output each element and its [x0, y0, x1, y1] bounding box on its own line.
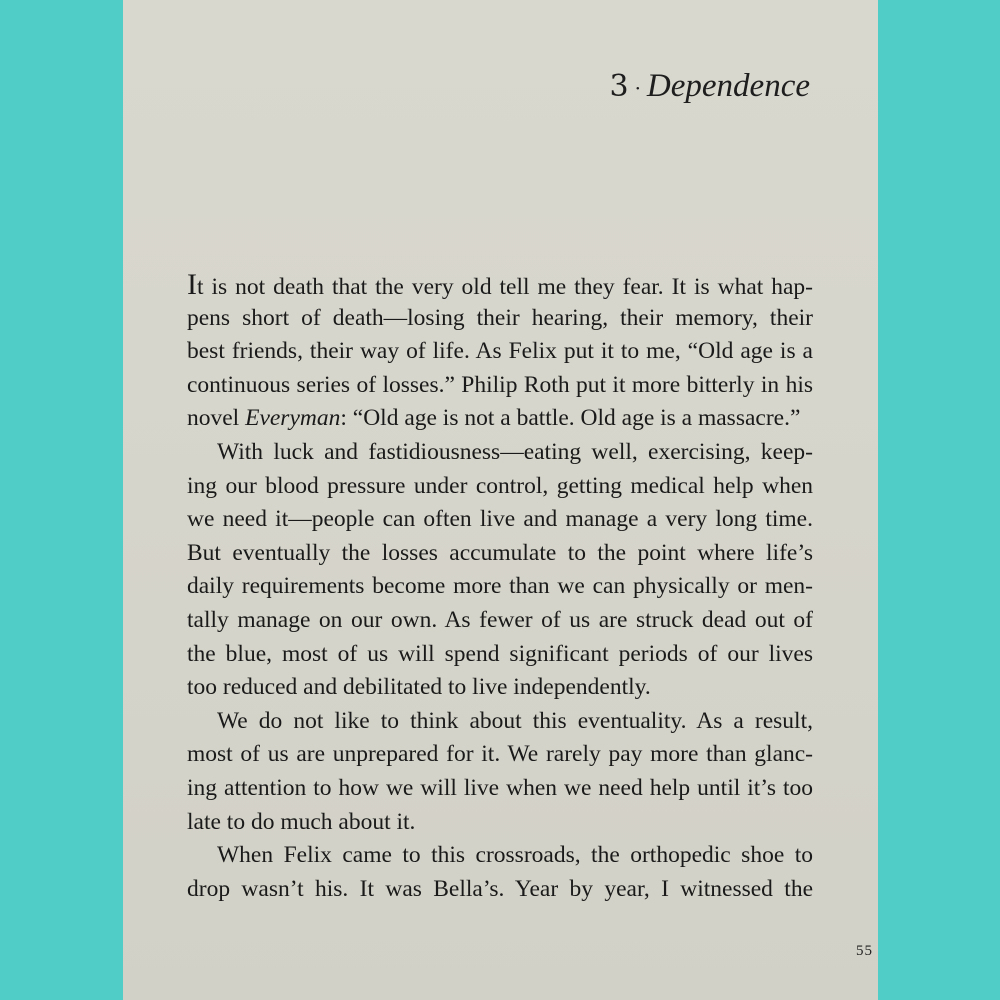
page-number: 55 — [856, 943, 873, 959]
text-line: It is not death that the very old tell me they fear. It is what hap- — [187, 268, 813, 301]
text-line: When Felix came to this crossroads, the orthopedic shoe to — [217, 842, 813, 869]
text-line: tally manage on our own. As fewer of us are struck dead out of — [187, 606, 813, 633]
chapter-heading — [609, 68, 810, 105]
text-line: pens short of death—losing their hearing, their memory, their — [187, 304, 813, 331]
text-line: we need it—people can often live and manage a very long time. — [187, 506, 813, 533]
chapter-title: Dependence — [646, 68, 810, 104]
text-line: the blue, most of us will spend significant periods of our lives — [187, 640, 813, 667]
text-line: novel Everyman: “Old age is not a battle. Old age is a massacre.” — [187, 405, 801, 432]
text-line: We do not like to think about this eventuality. As a result, — [217, 707, 813, 734]
chapter-number: 3 — [609, 69, 629, 104]
book-page — [123, 0, 878, 1000]
text-line: late to do much about it. — [187, 808, 416, 835]
text-line: With luck and fastidiousness—eating well, exercising, keep- — [217, 438, 813, 465]
text-line: ing attention to how we will live when we need help until it’s too — [187, 774, 813, 801]
text-line: drop wasn’t his. It was Bella’s. Year by year, I witnessed the — [187, 875, 813, 902]
chapter-separator: · — [634, 76, 641, 100]
text-line: best friends, their way of life. As Felix put it to me, “Old age is a — [187, 338, 813, 365]
text-line: too reduced and debilitated to live independently. — [187, 674, 651, 701]
text-line: continuous series of losses.” Philip Roth put it more bitterly in his — [187, 371, 813, 398]
text-line: ing our blood pressure under control, getting medical help when — [187, 472, 813, 499]
text-line: daily requirements become more than we can physically or men- — [187, 573, 813, 600]
body-text — [187, 268, 813, 906]
text-line: most of us are unprepared for it. We rarely pay more than glanc- — [187, 741, 813, 768]
text-line: But eventually the losses accumulate to the point where life’s — [187, 539, 813, 566]
